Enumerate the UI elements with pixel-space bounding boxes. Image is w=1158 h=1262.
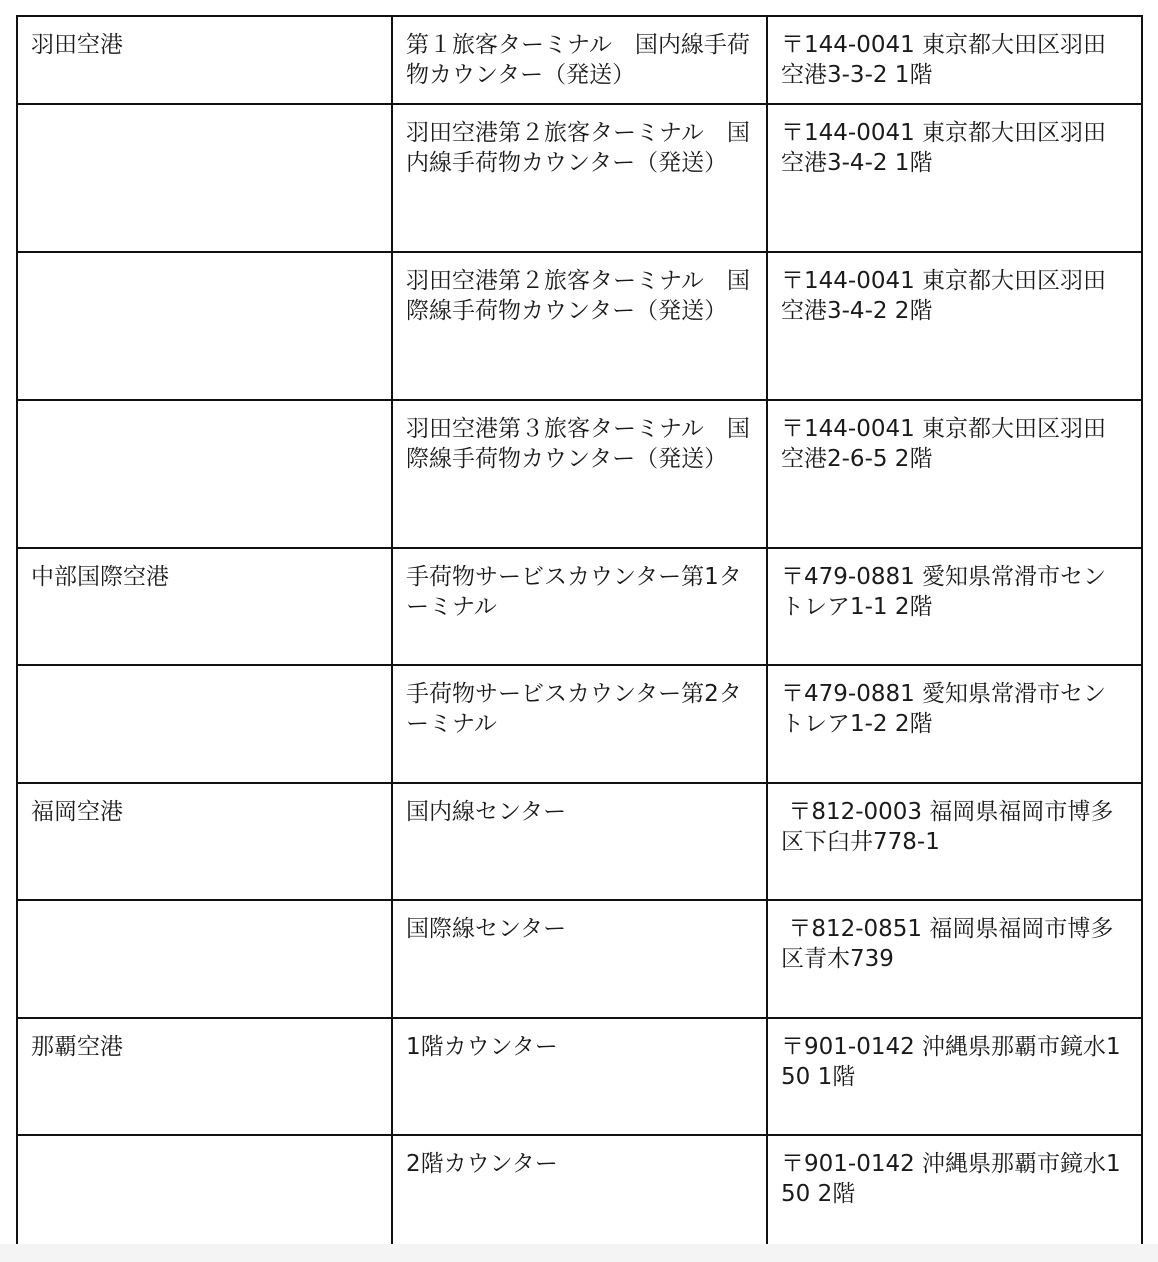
table-row bbox=[17, 548, 1142, 665]
counter-cell: 手荷物サービスカウンター第1ターミナル bbox=[392, 548, 767, 665]
baggage-counter-table bbox=[16, 15, 1143, 1254]
counter-cell: 国内線センター bbox=[392, 783, 767, 900]
airport-cell bbox=[17, 665, 392, 783]
address-cell: 〒479-0881 愛知県常滑市セントレア1-2 2階 bbox=[767, 665, 1142, 783]
address-cell: 〒812-0003 福岡県福岡市博多区下臼井778-1 bbox=[767, 783, 1142, 900]
airport-cell: 中部国際空港 bbox=[17, 548, 392, 665]
counter-cell: 第１旅客ターミナル 国内線手荷物カウンター（発送） bbox=[392, 16, 767, 104]
airport-cell bbox=[17, 252, 392, 400]
counter-cell: 手荷物サービスカウンター第2ターミナル bbox=[392, 665, 767, 783]
table-row bbox=[17, 665, 1142, 783]
address-cell: 〒901-0142 沖縄県那覇市鏡水150 2階 bbox=[767, 1135, 1142, 1253]
address-cell: 〒144-0041 東京都大田区羽田空港2-6-5 2階 bbox=[767, 400, 1142, 548]
counter-cell: 2階カウンター bbox=[392, 1135, 767, 1253]
airport-cell: 福岡空港 bbox=[17, 783, 392, 900]
table-row bbox=[17, 783, 1142, 900]
bottom-margin-strip bbox=[0, 1244, 1158, 1262]
counter-cell: 羽田空港第３旅客ターミナル 国際線手荷物カウンター（発送） bbox=[392, 400, 767, 548]
table-row bbox=[17, 400, 1142, 548]
airport-cell: 羽田空港 bbox=[17, 16, 392, 104]
airport-cell bbox=[17, 104, 392, 252]
counter-cell: 羽田空港第２旅客ターミナル 国内線手荷物カウンター（発送） bbox=[392, 104, 767, 252]
counter-cell: 羽田空港第２旅客ターミナル 国際線手荷物カウンター（発送） bbox=[392, 252, 767, 400]
table-row bbox=[17, 1018, 1142, 1135]
counter-cell: 1階カウンター bbox=[392, 1018, 767, 1135]
table-row bbox=[17, 104, 1142, 252]
airport-cell: 那覇空港 bbox=[17, 1018, 392, 1135]
address-cell: 〒901-0142 沖縄県那覇市鏡水150 1階 bbox=[767, 1018, 1142, 1135]
address-cell: 〒144-0041 東京都大田区羽田空港3-4-2 2階 bbox=[767, 252, 1142, 400]
airport-cell bbox=[17, 400, 392, 548]
address-cell: 〒479-0881 愛知県常滑市セントレア1-1 2階 bbox=[767, 548, 1142, 665]
counter-cell: 国際線センター bbox=[392, 900, 767, 1018]
address-cell: 〒144-0041 東京都大田区羽田空港3-4-2 1階 bbox=[767, 104, 1142, 252]
table-row bbox=[17, 1135, 1142, 1253]
table-row bbox=[17, 16, 1142, 104]
table-row bbox=[17, 252, 1142, 400]
airport-cell bbox=[17, 1135, 392, 1253]
address-cell: 〒144-0041 東京都大田区羽田空港3-3-2 1階 bbox=[767, 16, 1142, 104]
airport-cell bbox=[17, 900, 392, 1018]
table-row bbox=[17, 900, 1142, 1018]
address-cell: 〒812-0851 福岡県福岡市博多区青木739 bbox=[767, 900, 1142, 1018]
